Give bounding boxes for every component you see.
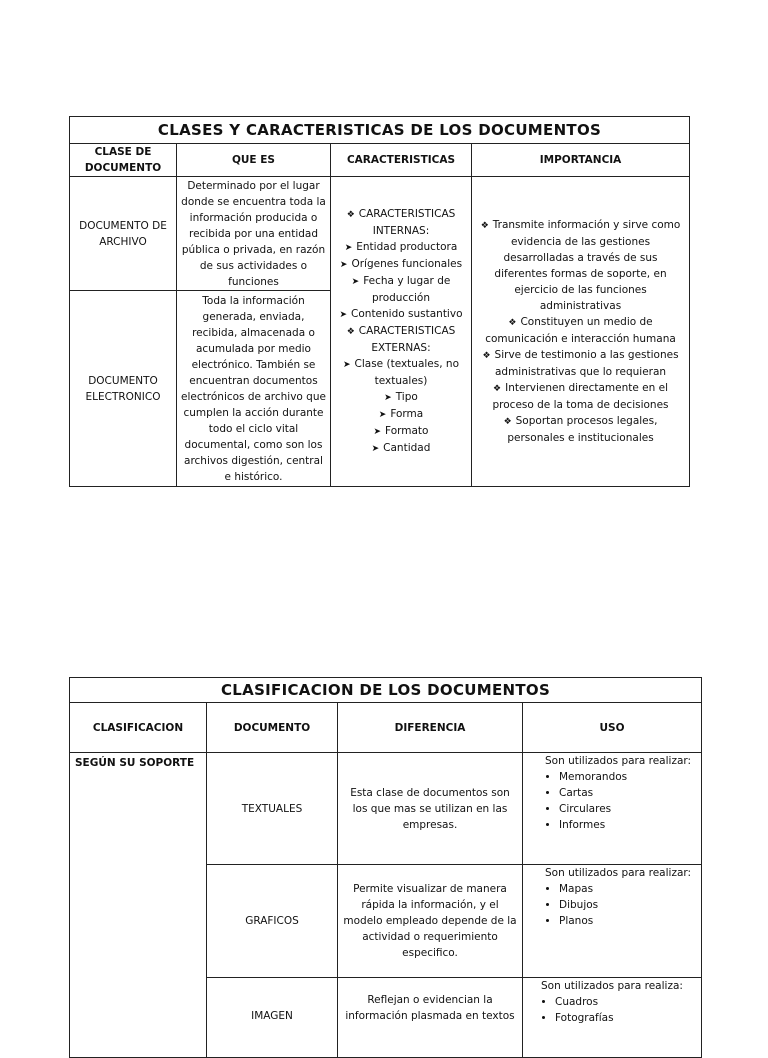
row-clase-archivo: DOCUMENTO DE ARCHIVO <box>70 177 177 291</box>
header-clasificacion: CLASIFICACION <box>70 703 207 753</box>
row-documento-textuales: TEXTUALES <box>207 753 338 865</box>
row-documento-graficos: GRAFICOS <box>207 865 338 978</box>
externas-list <box>335 356 467 457</box>
list-item: ❖ Transmite información y sirve como evidencia de las gestiones desarrolladas a través de sus diferentes formas de soporte, en ejercicio de las funciones administrativas <box>480 219 681 312</box>
row-uso-imagen <box>523 978 702 1058</box>
diamond-icon: ❖ <box>346 327 355 337</box>
list-item: ➤ Clase (textuales, no textuales) <box>342 358 459 387</box>
list-item: • Fotografías <box>555 1010 695 1026</box>
arrow-icon: ➤ <box>339 310 348 320</box>
internas-label: ❖ CARACTERISTICAS INTERNAS: <box>346 208 456 237</box>
diamond-icon: ❖ <box>503 417 512 427</box>
list-item: • Mapas <box>559 881 695 897</box>
internas-list <box>335 239 467 323</box>
header-importancia: IMPORTANCIA <box>472 144 690 177</box>
header-documento: DOCUMENTO <box>207 703 338 753</box>
arrow-icon: ➤ <box>371 444 380 454</box>
arrow-icon: ➤ <box>373 427 382 437</box>
list-item: ❖ Sirve de testimonio a las gestiones administrativas que lo requieran <box>482 349 679 378</box>
list-item: ➤ Forma <box>378 408 424 420</box>
list-item: ➤ Cantidad <box>371 442 431 454</box>
list-item: ➤ Tipo <box>384 391 418 403</box>
header-diferencia: DIFERENCIA <box>338 703 523 753</box>
list-item: • Planos <box>559 913 695 929</box>
row-diferencia-imagen: Reflejan o evidencian la información plasmada en textos <box>338 978 523 1058</box>
diamond-icon: ❖ <box>346 210 355 220</box>
list-item: • Dibujos <box>559 897 695 913</box>
uso-intro: Son utilizados para realiza: <box>541 980 683 992</box>
arrow-icon: ➤ <box>378 410 387 420</box>
row-diferencia-textuales: Esta clase de documentos son los que mas se utilizan en las empresas. <box>338 753 523 865</box>
clasificacion-soporte: SEGÚN SU SOPORTE <box>70 753 207 1058</box>
list-item: ➤ Fecha y lugar de producción <box>351 275 451 304</box>
list-item: • Cuadros <box>555 994 695 1010</box>
row-diferencia-graficos: Permite visualizar de manera rápida la información, y el modelo empleado depende de la actividad o requerimiento especifico. <box>338 865 523 978</box>
uso-list <box>545 769 695 833</box>
row-uso-textuales <box>523 753 702 865</box>
list-item: • Circulares <box>559 801 695 817</box>
diamond-icon: ❖ <box>482 351 491 361</box>
row-documento-imagen: IMAGEN <box>207 978 338 1058</box>
clasificacion-table-title: CLASIFICACION DE LOS DOCUMENTOS <box>70 678 702 703</box>
list-item: ➤ Entidad productora <box>344 241 458 253</box>
arrow-icon: ➤ <box>344 243 353 253</box>
clases-table-title: CLASES Y CARACTERISTICAS DE LOS DOCUMENTOS <box>70 117 690 144</box>
list-item: ➤ Orígenes funcionales <box>339 258 463 270</box>
caracteristicas-cell <box>331 177 472 487</box>
arrow-icon: ➤ <box>351 277 360 287</box>
row-clase-electronico: DOCUMENTO ELECTRONICO <box>70 291 177 487</box>
list-item: • Memorandos <box>559 769 695 785</box>
arrow-icon: ➤ <box>339 260 348 270</box>
arrow-icon: ➤ <box>342 360 351 370</box>
diamond-icon: ❖ <box>480 221 489 231</box>
uso-list <box>545 881 695 929</box>
clasificacion-table <box>69 677 702 1058</box>
list-item: ❖ Soportan procesos legales, personales e institucionales <box>503 415 658 444</box>
uso-list <box>541 994 695 1026</box>
header-uso: USO <box>523 703 702 753</box>
diamond-icon: ❖ <box>508 318 517 328</box>
clases-table <box>69 116 690 487</box>
list-item: • Cartas <box>559 785 695 801</box>
list-item: ➤ Contenido sustantivo <box>339 308 463 320</box>
list-item: ❖ Constituyen un medio de comunicación e interacción humana <box>485 316 676 345</box>
uso-intro: Son utilizados para realizar: <box>545 755 692 767</box>
externas-label: ❖ CARACTERISTICAS EXTERNAS: <box>346 325 456 354</box>
header-caracteristicas: CARACTERISTICAS <box>331 144 472 177</box>
importancia-list <box>480 217 681 446</box>
row-que-es-archivo: Determinado por el lugar donde se encuentra toda la información producida o recibida por una entidad pública o privada, en razón de sus actividades o funciones <box>177 177 331 291</box>
diamond-icon: ❖ <box>493 384 502 394</box>
uso-intro: Son utilizados para realizar: <box>545 867 692 879</box>
row-que-es-electronico: Toda la información generada, enviada, recibida, almacenada o acumulada por medio electrónico. También se encuentran documentos electrónicos de archivo que cumplen la acción durante todo el ciclo vital documental, como son los archivos digestión, central e histórico. <box>177 291 331 487</box>
list-item: • Informes <box>559 817 695 833</box>
importancia-cell <box>472 177 690 487</box>
list-item: ❖ Intervienen directamente en el proceso de la toma de decisiones <box>492 382 669 411</box>
arrow-icon: ➤ <box>384 393 392 403</box>
list-item: ➤ Formato <box>373 425 429 437</box>
header-clase: CLASE DE DOCUMENTO <box>70 144 177 177</box>
header-que-es: QUE ES <box>177 144 331 177</box>
row-uso-graficos <box>523 865 702 978</box>
